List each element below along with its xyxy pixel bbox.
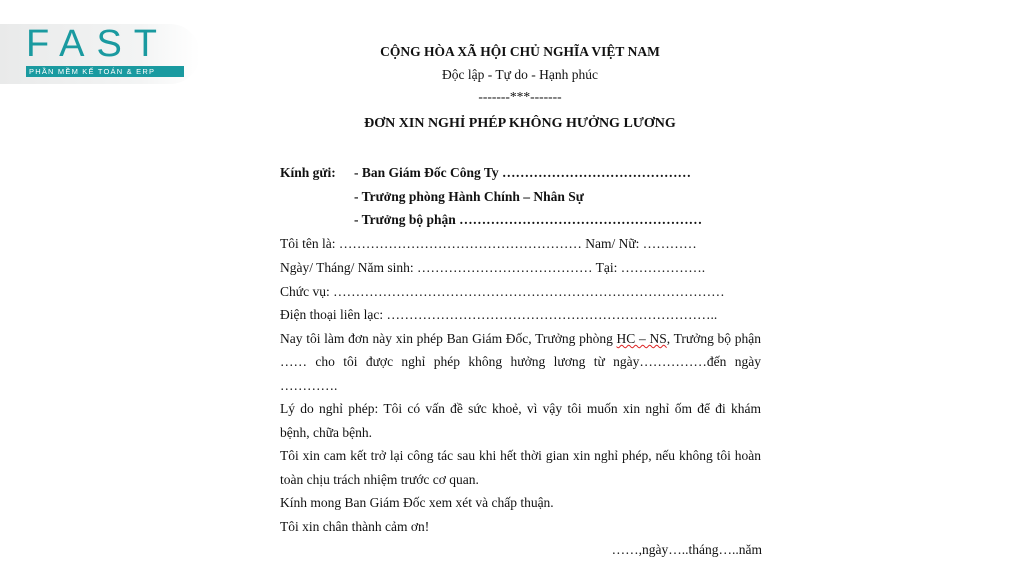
field-name: Tôi tên là: ……………………………………………… Nam/ Nữ: ………… bbox=[280, 236, 697, 251]
reason-paragraph-line2: bệnh, chữa bệnh. bbox=[280, 425, 373, 440]
field-dob: Ngày/ Tháng/ Năm sinh: ………………………………… Tại: ………………. bbox=[280, 260, 706, 275]
commitment-paragraph-line2: toàn chịu trách nhiệm trước cơ quan. bbox=[280, 472, 479, 487]
country-header: CỘNG HÒA XÃ HỘI CHỦ NGHĨA VIỆT NAM bbox=[380, 44, 660, 59]
header-divider: -------***------- bbox=[478, 89, 562, 104]
field-phone: Điện thoại liên lạc: ……………………………………………………………….. bbox=[280, 307, 718, 322]
document-title: ĐƠN XIN NGHỈ PHÉP KHÔNG HƯỞNG LƯƠNG bbox=[364, 116, 676, 131]
field-position: Chức vụ: …………………………………………………………………………… bbox=[280, 284, 725, 299]
approval-request: Kính mong Ban Giám Đốc xem xét và chấp thuận. bbox=[280, 495, 554, 510]
request-paragraph-line2: …… cho tôi được nghỉ phép không hưởng lương từ ngày……………đến ngày bbox=[280, 354, 761, 369]
commitment-paragraph-line1: Tôi xin cam kết trở lại công tác sau khi hết thời gian xin nghỉ phép, nếu không tôi hoàn bbox=[280, 448, 761, 463]
reason-paragraph-line1: Lý do nghỉ phép: Tôi có vấn đề sức khoẻ, vì vậy tôi muốn xin nghỉ ốm để đi khám bbox=[280, 401, 761, 416]
hc-ns-abbrev: HC – NS bbox=[616, 331, 667, 346]
recipient-hr-head: - Trưởng phòng Hành Chính – Nhân Sự bbox=[354, 189, 584, 204]
recipient-board: - Ban Giám Đốc Công Ty …………………………………… bbox=[354, 165, 692, 180]
request-paragraph-line3: …………. bbox=[280, 378, 338, 393]
logo-tagline: PHẦN MỀM KẾ TOÁN & ERP bbox=[26, 66, 184, 77]
date-line: ……,ngày…..tháng…..năm bbox=[611, 542, 762, 557]
recipient-dept-head: - Trưởng bộ phận ……………………………………………… bbox=[354, 212, 703, 227]
logo-wordmark: FAST bbox=[26, 23, 170, 65]
national-motto: Độc lập - Tự do - Hạnh phúc bbox=[442, 67, 598, 82]
request-paragraph-line1: Nay tôi làm đơn này xin phép Ban Giám Đốc, Trưởng phòng HC – NS, Trưởng bộ phận bbox=[280, 331, 761, 346]
recipient-label: Kính gửi: bbox=[280, 165, 336, 180]
thanks-line: Tôi xin chân thành cảm ơn! bbox=[280, 519, 430, 534]
